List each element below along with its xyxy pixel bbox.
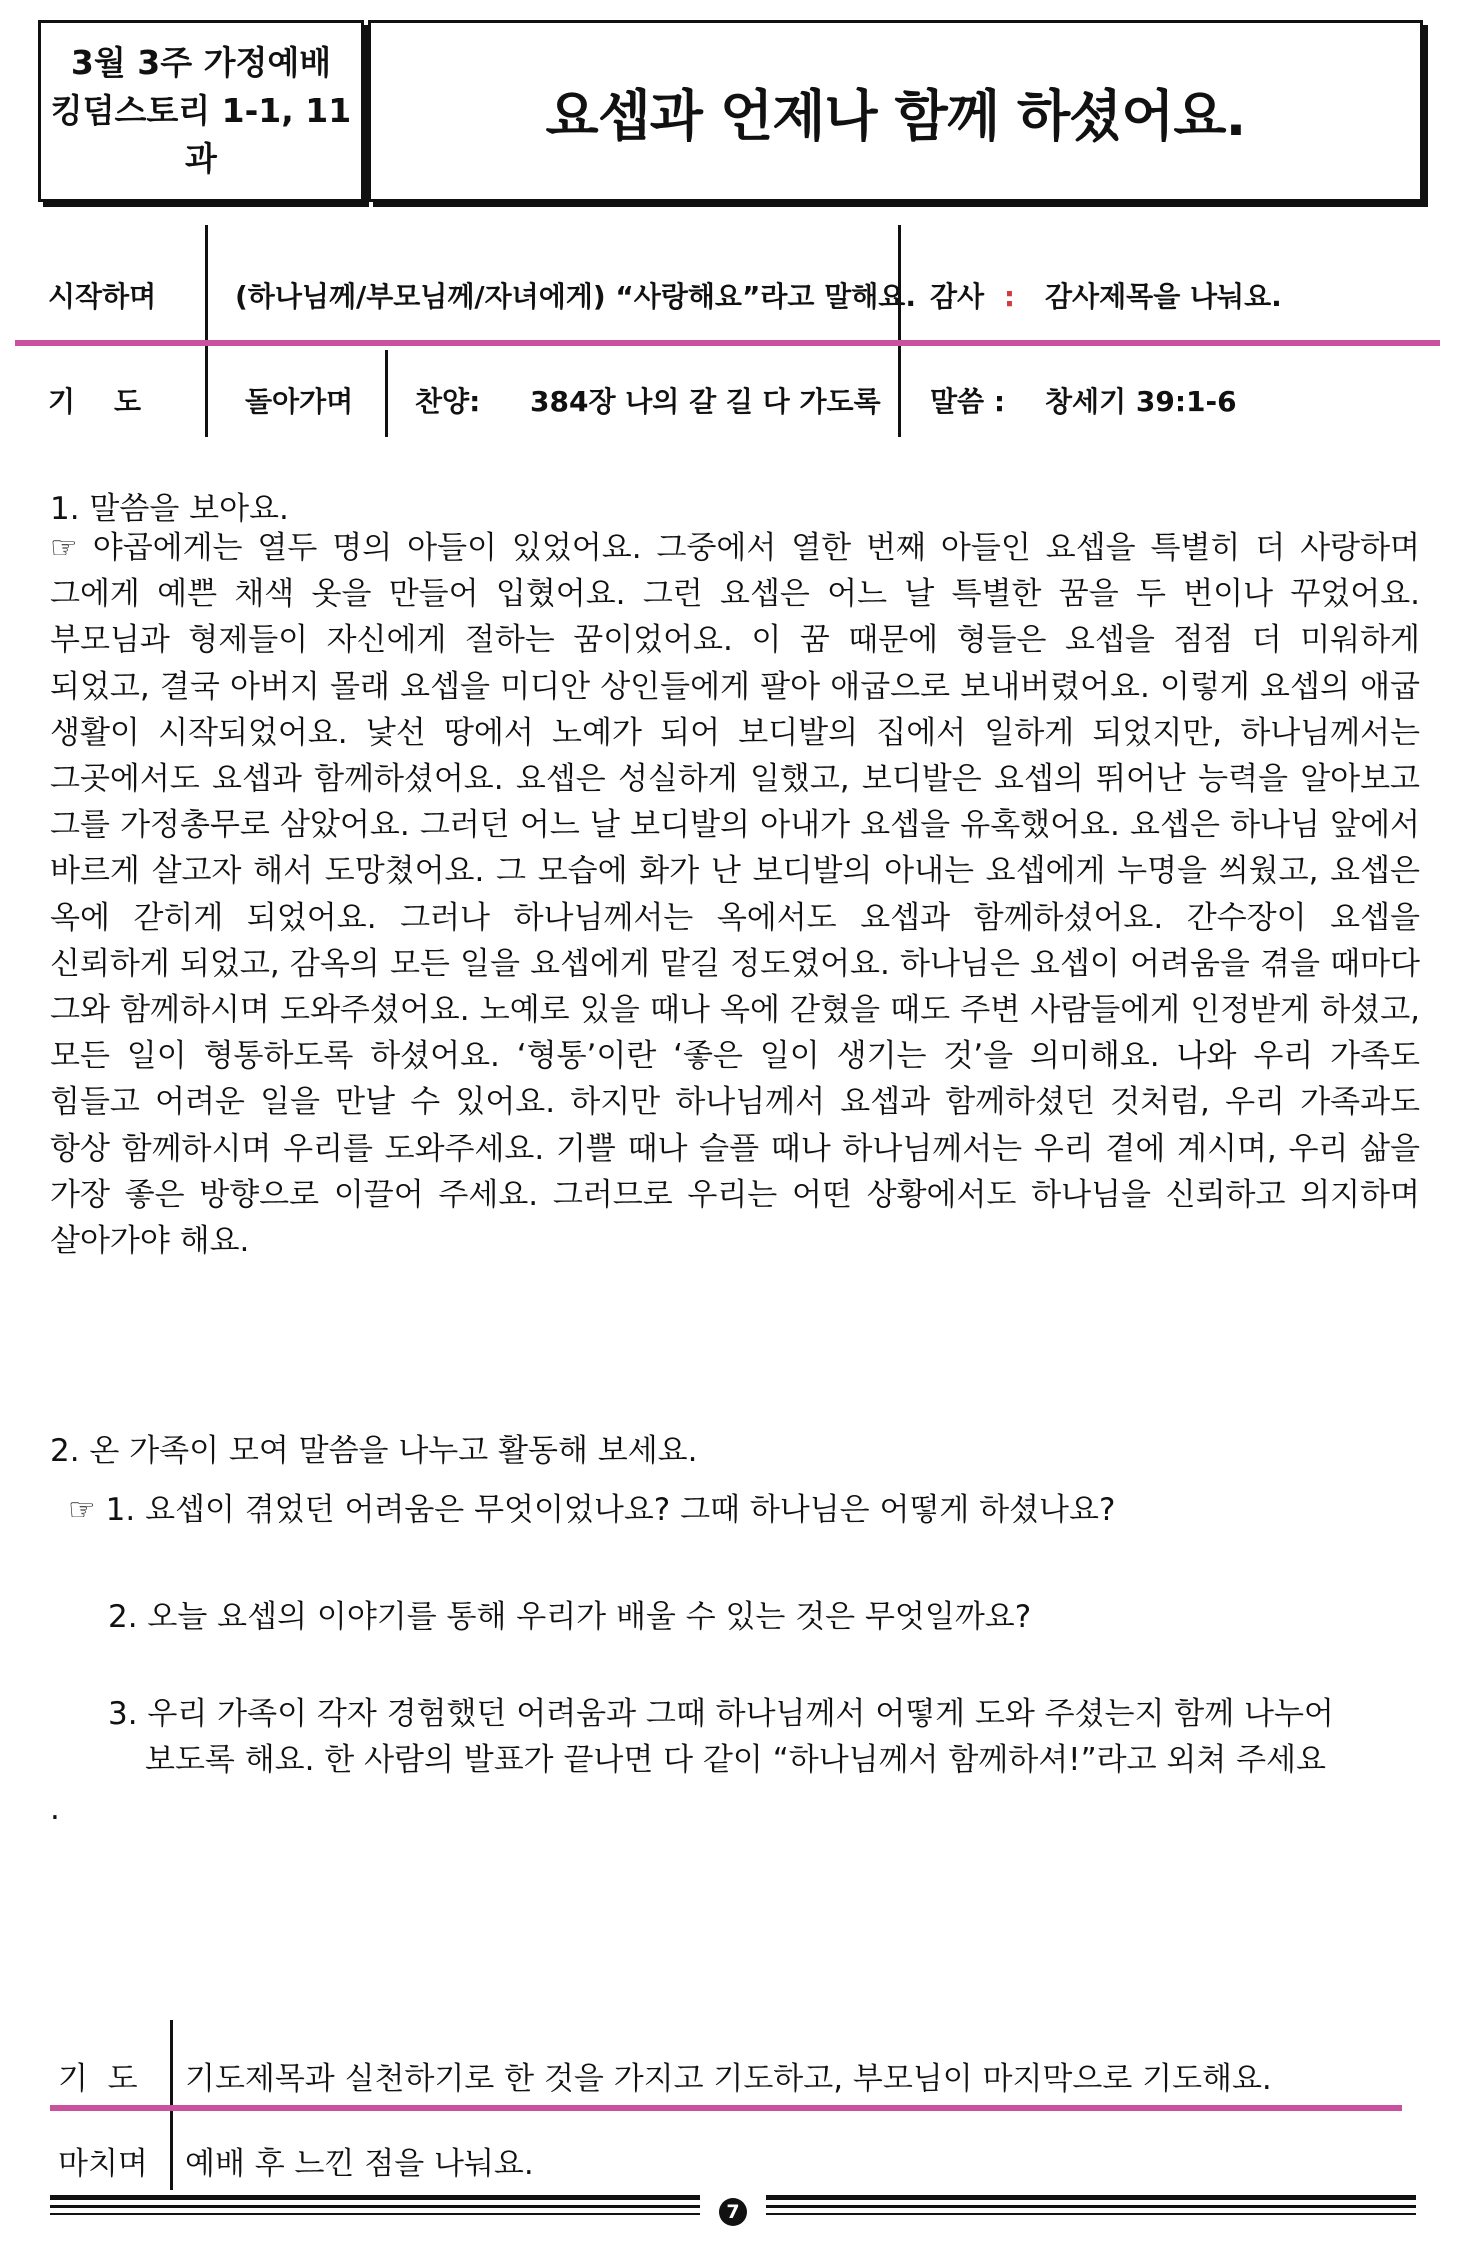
curriculum-label: 킹덤스토리 1-1, 11과 — [50, 91, 352, 178]
page-number: 7 — [719, 2198, 747, 2226]
footer-stripe — [766, 2213, 1416, 2215]
divider — [205, 225, 208, 437]
thanks-colon: : — [1003, 280, 1016, 313]
start-label: 시작하며 — [48, 280, 157, 313]
footer-stripe — [50, 2213, 700, 2215]
pink-rule — [15, 340, 1440, 346]
section1-title: 1. 말씀을 보아요. — [50, 491, 289, 527]
footer-stripe — [766, 2195, 1416, 2200]
footer-stripe — [50, 2205, 700, 2208]
divider — [898, 225, 901, 437]
prayer-label: 기 도 — [48, 385, 142, 418]
question-1: ☞ 1. 요셉이 겪었던 어려움은 무엇이었나요? 그때 하나님은 어떻게 하셨나요? — [68, 1492, 1116, 1528]
week-label: 3월 3주 가정예배 — [70, 43, 332, 83]
thanks-text: 감사제목을 나눠요. — [1045, 280, 1282, 313]
question-2: 2. 오늘 요셉의 이야기를 통해 우리가 배울 수 있는 것은 무엇일까요? — [108, 1599, 1032, 1635]
pink-rule — [50, 2105, 1402, 2111]
closing-label: 마치며 — [58, 2146, 148, 2182]
sermon-text: ☞ 야곱에게는 열두 명의 아들이 있었어요. 그중에서 열한 번째 아들인 요셉을 특별히 더 사랑하며 그에게 예쁜 채색 옷을 만들어 입혔어요. 그런 요셉은 어느 날 특별한 꿈을 두 번이나 꾸었어요. 부모님과 형제들이 자신에게 절하는 꿈이었어요. 이 꿈 때문에 형들은 요셉을 점점 더 미워하게 되었고, 결국 아버지 몰래 요셉을 미디안 상인들에게 팔아 애굽으로 보내버렸어요. 이렇게 요셉의 애굽 생활이 시작되었어요. 낯선 땅에서 노예가 되어 보디발의 집에서 일하게 되었지만, 하나님께서는 그곳에서도 요셉과 함께하셨어요. 요셉은 성실하게 일했고, 보디발은 요셉의 뛰어난 능력을 알아보고 그를 가정총무로 삼았어요. 그러던 어느 날 보디발의 아내가 요셉을 유혹했어요. 요셉은 하나님 앞에서 바르게 살고자 해서 도망쳤어요. 그 모습에 화가 난 보디발의 아내는 요셉에게 누명을 씌웠고, 요셉은 옥에 갇히게 되었어요. 그러나 하나님께서는 옥에서도 요셉과 함께하셨어요. 간수장이 요셉을 신뢰하게 되었고, 감옥의 모든 일을 요셉에게 맡길 정도였어요. 하나님은 요셉이 어려움을 겪을 때마다 그와 함께하시며 도와주셨어요. 노예로 있을 때나 옥에 갇혔을 때도 주변 사람들에게 인정받게 하셨고, 모든 일이 형통하도록 하셨어요. ‘형통’이란 ‘좋은 일이 생기는 것’을 의미해요. 나와 우리 가족도 힘들고 어려운 일을 만날 수 있어요. 하지만 하나님께서 요셉과 함께하셨던 것처럼, 우리 가족과도 항상 함께하시며 우리를 도와주세요. 기쁠 때나 슬플 때나 하나님께서는 우리 곁에 계시며, 우리 삶을 가장 좋은 방향으로 이끌어 주세요. 그러므로 우리는 어떤 상황에서도 하나님을 신뢰하고 의지하며 살아가야 해요. — [50, 530, 1420, 1260]
question-3-line1: 3. 우리 가족이 각자 경험했던 어려움과 그때 하나님께서 어떻게 도와 주셨는지 함께 나누어 — [108, 1696, 1334, 1732]
prayer-text: 돌아가며 — [245, 385, 354, 418]
footer-stripe — [766, 2205, 1416, 2208]
question-3-line2: 보도록 해요. 한 사람의 발표가 끝나면 다 같이 “하나님께서 함께하셔!”라고 외쳐 주세요 — [145, 1742, 1326, 1778]
section2-title: 2. 온 가족이 모여 말씀을 나누고 활동해 보세요. — [50, 1433, 698, 1469]
closing-prayer-label: 기 도 — [58, 2061, 138, 2097]
hymn-label: 찬양: — [415, 385, 481, 418]
week-label-box — [38, 20, 364, 202]
hymn-text: 384장 나의 갈 길 다 가도록 — [530, 385, 881, 418]
start-text: (하나님께/부모님께/자녀에게) “사랑해요”라고 말해요. — [235, 280, 916, 313]
divider — [385, 350, 388, 437]
thanks-label: 감사 : — [930, 280, 1016, 313]
footer-stripe — [50, 2195, 700, 2200]
word-label: 말씀 : — [930, 385, 1006, 418]
closing-prayer-text: 기도제목과 실천하기로 한 것을 가지고 기도하고, 부모님이 마지막으로 기도해요. — [185, 2061, 1272, 2097]
word-text: 창세기 39:1-6 — [1045, 385, 1237, 418]
page-title: 요셉과 언제나 함께 하셨어요. — [545, 83, 1246, 148]
title-box — [368, 20, 1423, 202]
question-3-end: . — [50, 1791, 60, 1827]
closing-text: 예배 후 느낀 점을 나눠요. — [185, 2146, 534, 2182]
